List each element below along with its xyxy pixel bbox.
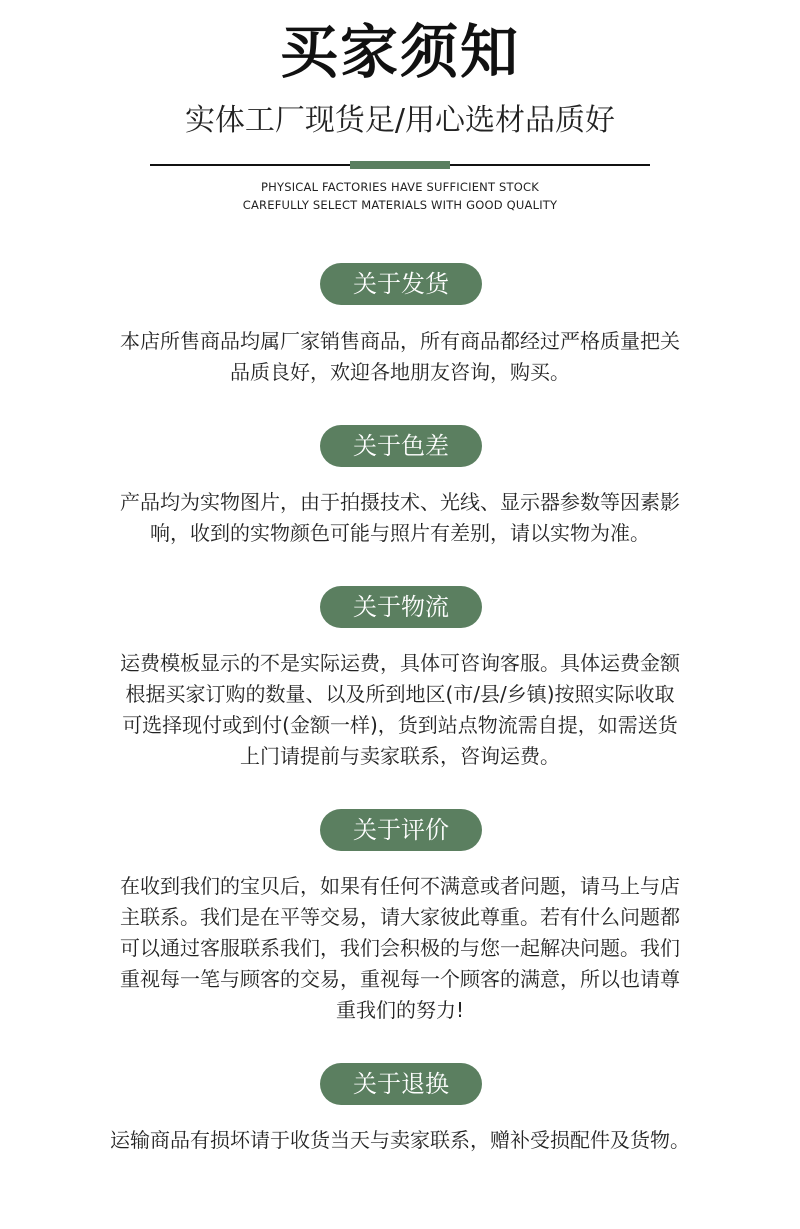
text-line: 品质良好，欢迎各地朋友咨询，购买。 [230,360,570,384]
text-line: 可选择现付或到付(金额一样)，货到站点物流需自提，如需送货 [122,713,678,737]
text-line: 响，收到的实物颜色可能与照片有差别，请以实物为准。 [150,521,650,545]
section-heading-color-difference: 关于色差 [320,425,482,467]
section-text-reviews [90,871,710,1026]
section-text-color-difference [90,487,710,549]
section-heading-logistics: 关于物流 [320,586,482,628]
page-title: 买家须知 [279,18,520,86]
text-line: 本店所售商品均属厂家销售商品，所有商品都经过严格质量把关 [120,329,680,353]
text-line: 可以通过客服联系我们，我们会积极的与您一起解决问题。我们 [120,936,680,960]
text-line: 重我们的努力! [335,998,465,1022]
section-text-returns [60,1125,740,1156]
text-line: 运输商品有损坏请于收货当天与卖家联系，赠补受损配件及货物。 [110,1128,690,1152]
page-subtitle: 实体工厂现货足/用心选材品质好 [184,103,616,138]
section-text-logistics [90,648,710,772]
text-line: 产品均为实物图片，由于拍摄技术、光线、显示器参数等因素影 [120,490,680,514]
text-line: 主联系。我们是在平等交易，请大家彼此尊重。若有什么问题都 [120,905,680,929]
section-heading-returns: 关于退换 [320,1063,482,1105]
text-line: 根据买家订购的数量、以及所到地区(市/县/乡镇)按照实际收取 [125,682,675,706]
english-tagline-2: CAREFULLY SELECT MATERIALS WITH GOOD QUALITY [242,198,558,212]
section-heading-shipping: 关于发货 [320,263,482,305]
text-line: 运费模板显示的不是实际运费，具体可咨询客服。具体运费金额 [120,651,680,675]
divider-accent [350,161,450,169]
text-line: 在收到我们的宝贝后，如果有任何不满意或者问题，请马上与店 [120,874,680,898]
section-text-shipping [90,326,710,388]
text-line: 上门请提前与卖家联系，咨询运费。 [240,744,560,768]
section-heading-reviews: 关于评价 [320,809,482,851]
english-tagline-1: PHYSICAL FACTORIES HAVE SUFFICIENT STOCK [260,180,539,194]
text-line: 重视每一笔与顾客的交易，重视每一个顾客的满意，所以也请尊 [120,967,680,991]
